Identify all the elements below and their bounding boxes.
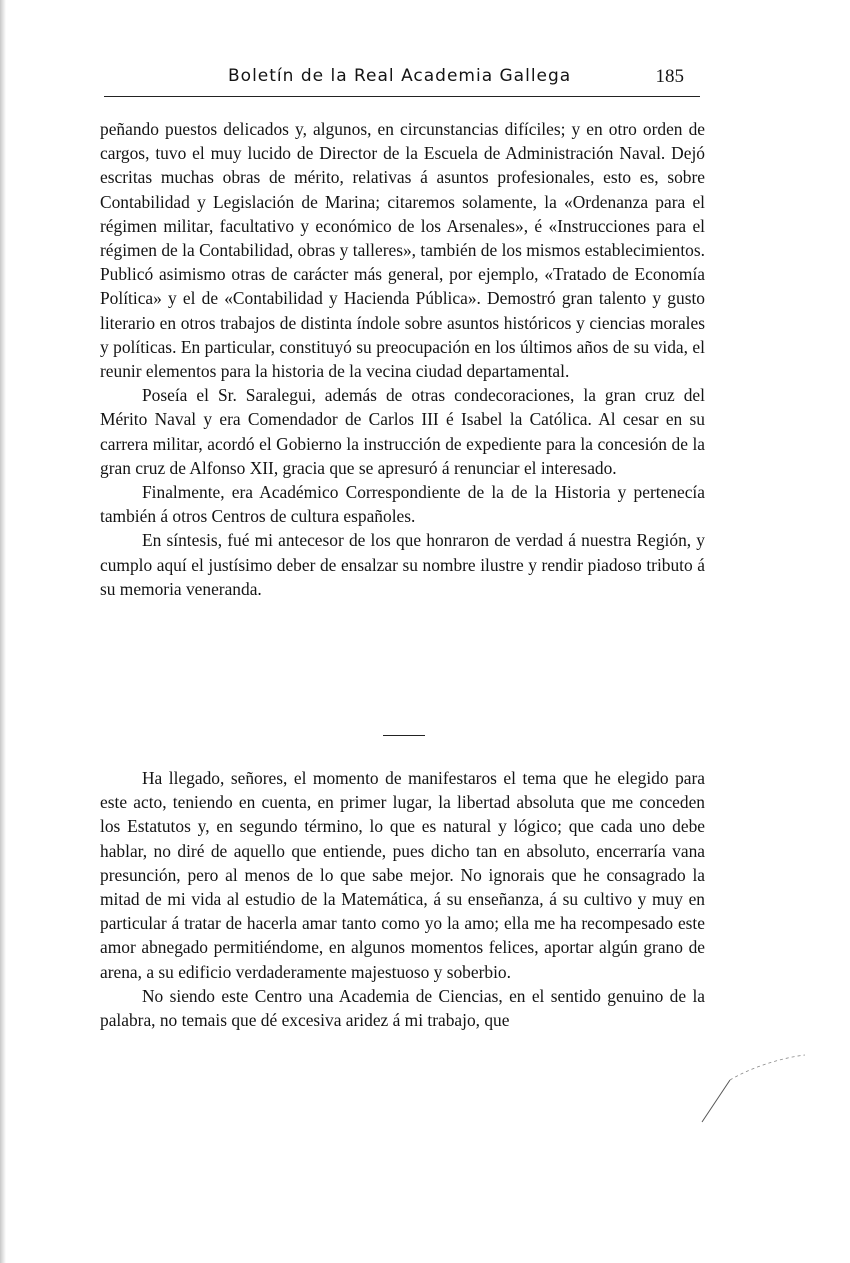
journal-title: Boletín de la Real Academia Gallega xyxy=(228,66,572,86)
pencil-mark-icon xyxy=(690,1050,810,1130)
paragraph: Ha llegado, señores, el momento de manifestaros el tema que he elegido para este acto, teniendo en cuenta, en primer lugar, la libertad absoluta que me conceden los Estatutos y, en segundo término, lo que es natural y lógico; que cada uno debe hablar, no diré de aquello que entiende, pues dicho tan en absoluto, encerraría vana presunción, pero al menos de lo que sabe mejor. No ignorais que he consagrado la mitad de mi vida al estudio de la Matemática, á su enseñanza, á su cultivo y muy en particular á tratar de hacerla amar tanto como yo la amo; ella me ha recompesado este amor abnegado permitiéndome, en algunos momentos felices, aportar algún grano de arena, a su edificio verdaderamente majestuoso y soberbio. xyxy=(100,768,705,982)
obituary-section xyxy=(100,117,705,601)
page-number: 185 xyxy=(655,66,684,87)
paragraph: No siendo este Centro una Academia de Ciencias, en el sentido genuino de la palabra, no temais que dé excesiva aridez á mi trabajo, que xyxy=(100,985,705,1031)
paragraph: peñando puestos delicados y, algunos, en circunstancias difíciles; y en otro orden de cargos, tuvo el muy lucido de Director de la Escuela de Administración Naval. Dejó escritas muchas obras de mérito, relativas á asuntos profesionales, esto es, sobre Contabilidad y Legislación de Marina; citaremos solamente, la «Ordenanza para el régimen militar, facultativo y económico de los Arsenales», é «Instrucciones para el régimen de la Contabilidad, obras y talleres», también de los mismos establecimientos. Publicó asimismo otras de carácter más general, por ejemplo, «Tratado de Economía Política» y el de «Contabilidad y Hacienda Pública». Demostró gran talento y gusto literario en otros trabajos de distinta índole sobre asuntos históricos y ciencias morales y políticas. En particular, constituyó su preocupación en los últimos años de su vida, el reunir elementos para la historia de la vecina ciudad departamental. xyxy=(100,119,705,382)
running-header xyxy=(228,66,698,96)
header-rule xyxy=(104,96,700,97)
paragraph: En síntesis, fué mi antecesor de los que honraron de verdad á nuestra Región, y cumplo aquí el justísimo deber de ensalzar su nombre ilustre y rendir piadoso tributo á su memoria veneranda. xyxy=(100,530,705,599)
paragraph: Poseía el Sr. Saralegui, además de otras condecoraciones, la gran cruz del Mérito Naval y era Comendador de Carlos III é Isabel la Católica. Al cesar en su carrera militar, acordó el Gobierno la instrucción de expediente para la concesión de la gran cruz de Alfonso XII, gracia que se apresuró á renunciar el interesado. xyxy=(100,385,705,478)
binding-edge xyxy=(0,0,6,1263)
speech-section xyxy=(100,766,705,1032)
section-separator xyxy=(383,735,425,736)
paragraph: Finalmente, era Académico Correspondiente de la de la Historia y pertenecía también á otros Centros de cultura españoles. xyxy=(100,482,705,527)
